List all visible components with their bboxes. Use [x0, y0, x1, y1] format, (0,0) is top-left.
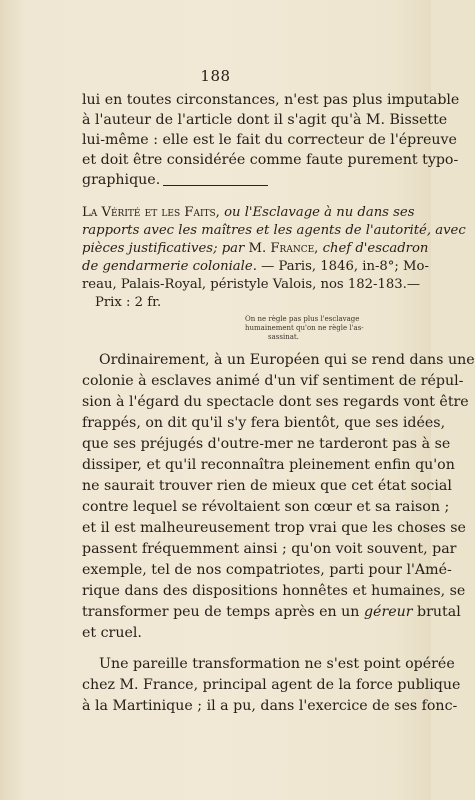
paragraph2-line-2: colonie à esclaves animé d'un vif sentiment de répul- [82, 373, 464, 389]
review-line-1 [82, 204, 415, 222]
paragraph3-line-2: chez M. France, principal agent de la force publique [82, 677, 461, 693]
paragraph2-line-4: frappés, on dit qu'il s'y fera bientôt, que ses idées, [82, 415, 446, 431]
review-price: Prix : 2 fr. [95, 295, 162, 310]
paragraph2-line-13-end: brutal [412, 604, 461, 620]
paragraph2-line-11: exemple, tel de nos compatriotes, parti pour l'Amé- [82, 562, 452, 578]
paragraph1-line-2: à l'auteur de l'article dont il s'agit qu'à M. Bissette [82, 112, 448, 128]
annotation-line-2: humainement qu'on ne règle l'as- [245, 324, 364, 332]
paragraph3-line-1: Une pareille transformation ne s'est point opérée [99, 656, 455, 672]
paragraph1-line-5: graphique. [82, 172, 161, 188]
review-author-rank: chef d'escadron [322, 241, 429, 256]
paragraph2-line-14: et cruel. [82, 625, 142, 641]
review-line-4 [82, 258, 429, 276]
paragraph2-line-8: contre lequel se révoltaient son cœur et sa raison ; [82, 499, 450, 515]
paragraph2-line-10: passent fréquemment ainsi ; qu'on voit souvent, par [82, 541, 457, 557]
review-subtitle-part3: pièces justificatives; par [82, 241, 245, 256]
review-title: La Vérité et les Faits, [82, 205, 220, 220]
paragraph2-line-6: dissiper, et qu'il reconnaîtra pleinement enfin qu'on [82, 457, 455, 473]
review-line-2: rapports avec les maîtres et les agents de l'autorité, avec [82, 223, 466, 238]
annotation-line-1: On ne règle pas plus l'esclavage [245, 315, 360, 323]
section-divider [163, 185, 268, 186]
paragraph3-line-3: à la Martinique ; il a pu, dans l'exercice de ses fonc- [82, 698, 458, 714]
paragraph2-line-3: sion à l'égard du spectacle dont ses regards vont être [82, 394, 469, 410]
review-subtitle-part1: ou l'Esclavage à nu dans ses [224, 205, 415, 220]
review-author-unit: de gendarmerie coloniale. [82, 259, 257, 274]
review-author: M. France, [248, 241, 319, 256]
paragraph2-line-5: que ses préjugés d'outre-mer ne tarderont pas à se [82, 436, 451, 452]
annotation-line-3: sassinat. [268, 333, 299, 341]
review-publication: — Paris, 1846, in-8°; Mo- [261, 259, 429, 274]
paragraph2-line-1: Ordinairement, à un Européen qui se rend dans une [99, 352, 475, 368]
paragraph2-line-9: et il est malheureusement trop vrai que les choses se [82, 520, 466, 536]
paragraph1-line-3: lui-même : elle est le fait du correcteur de l'épreuve [82, 132, 457, 148]
paragraph2-line-7: ne saurait trouver rien de mieux que cet état social [82, 478, 452, 494]
paragraph2-line-13-text: transformer peu de temps après en un [82, 604, 360, 620]
review-line-3 [82, 240, 429, 258]
paragraph2-line-13 [82, 603, 461, 621]
paragraph1-line-4: et doit être considérée comme faute purement typo- [82, 152, 459, 168]
review-line-5: reau, Palais-Royal, péristyle Valois, nos 182-183.— [82, 277, 421, 292]
page-number: 188 [200, 67, 231, 85]
paragraph2-line-12: rique dans des dispositions honnêtes et humaines, se [82, 583, 466, 599]
paragraph1-line-1: lui en toutes circonstances, n'est pas plus imputable [82, 92, 460, 108]
paragraph2-italic-word: géreur [363, 604, 413, 620]
